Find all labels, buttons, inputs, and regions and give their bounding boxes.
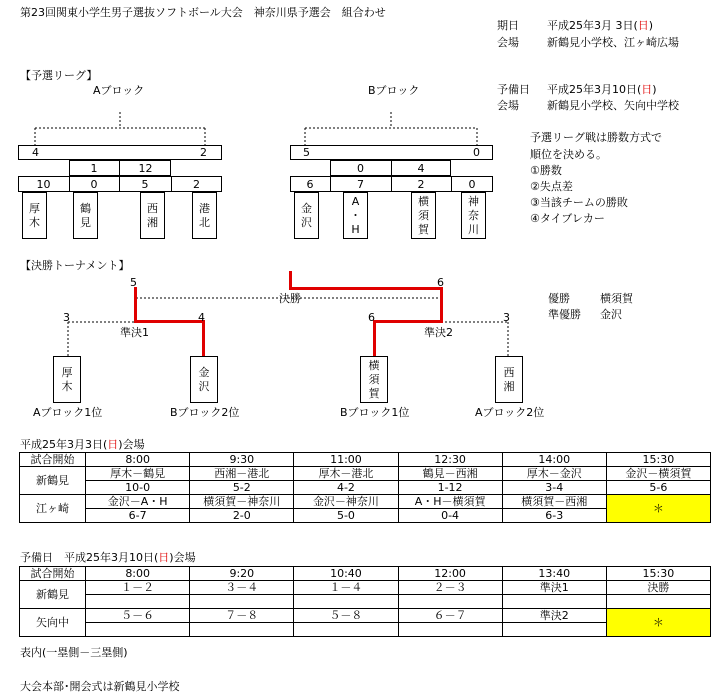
venue-label: 会場 <box>497 36 519 49</box>
score-cell: 0-4 <box>398 509 502 523</box>
winner-path <box>373 320 443 323</box>
block-b-score: 7 <box>357 178 364 191</box>
table-row <box>20 567 711 581</box>
reserve-venue-label: 会場 <box>497 99 519 112</box>
block-a-title: Aブロック <box>93 84 145 97</box>
winner-path <box>289 287 443 290</box>
time-cell: 9:30 <box>190 453 294 467</box>
block-a-score: 10 <box>36 178 51 191</box>
runner-up-value: 金沢 <box>600 308 622 321</box>
game-cell: 西湘－港北 <box>190 467 294 481</box>
time-cell: 8:00 <box>86 453 190 467</box>
block-b-score: 2 <box>417 178 425 191</box>
reserve-venue-value: 新鶴見小学校、矢向中学校 <box>547 99 679 112</box>
semi1-right-score: 4 <box>198 311 205 324</box>
game-cell: ６－７ <box>398 609 502 623</box>
page-title: 第23回関東小学生男子選抜ソフトボール大会 神奈川県予選会 組合わせ <box>20 6 386 19</box>
game-cell: ５－６ <box>86 609 190 623</box>
seed-label: Bブロック1位 <box>340 406 410 419</box>
team-box: 金 沢 <box>294 192 319 239</box>
score-cell: 5-6 <box>606 481 710 495</box>
game-cell: ７－８ <box>190 609 294 623</box>
hq-note: 大会本部･開会式は新鶴見小学校 <box>20 680 180 693</box>
date-value: 平成25年3月 3日(日) <box>547 19 654 32</box>
venue-cell: 新鶴見 <box>20 467 86 495</box>
block-b-top-left-score: 5 <box>303 146 310 159</box>
tournament-team-box: 厚 木 <box>53 356 81 403</box>
score-cell: 6-7 <box>86 509 190 523</box>
table-row <box>20 453 711 467</box>
team-box: A ・ H <box>343 192 368 239</box>
seed-label: Aブロック2位 <box>475 406 545 419</box>
block-b-mid-score: 4 <box>417 162 425 175</box>
table-row <box>20 595 711 609</box>
schedule2-caption: 予備日 平成25年3月10日(日)会場 <box>20 551 196 564</box>
rule-line: ③当該チームの勝敗 <box>530 196 628 209</box>
table-row <box>20 495 711 509</box>
schedule2-table <box>19 566 711 637</box>
team-box: 鶴 見 <box>73 192 98 239</box>
semi2-left-score: 6 <box>368 311 375 324</box>
tournament-team-box: 西 湘 <box>495 356 523 403</box>
venue-value: 新鶴見小学校、江ヶ崎広場 <box>547 36 679 49</box>
time-cell: 15:30 <box>606 567 710 581</box>
table-row <box>20 581 711 595</box>
venue-cell: 矢向中 <box>20 609 86 637</box>
game-cell: 厚木－鶴見 <box>86 467 190 481</box>
block-a-top-right-score: 2 <box>200 146 207 159</box>
game-cell: 準決1 <box>502 581 606 595</box>
winner-path <box>373 320 376 356</box>
semi1-label: 準決1 <box>120 326 149 339</box>
score-cell: 10-0 <box>86 481 190 495</box>
table-note: 表内(一塁側－三塁側) <box>20 646 128 659</box>
time-cell: 13:40 <box>502 567 606 581</box>
venue-cell: 新鶴見 <box>20 581 86 609</box>
game-cell: 横須賀－西湘 <box>502 495 606 509</box>
time-cell: 8:00 <box>86 567 190 581</box>
winner-path <box>202 320 205 356</box>
block-b-score: 6 <box>306 178 314 191</box>
table-row <box>20 467 711 481</box>
block-a-score: 2 <box>193 178 200 191</box>
game-cell: 金沢－神奈川 <box>294 495 398 509</box>
score-cell: 2-0 <box>190 509 294 523</box>
schedule1-table <box>19 452 711 523</box>
score-cell: 5-2 <box>190 481 294 495</box>
score-cell: 5-0 <box>294 509 398 523</box>
reserved-slot: ＊ <box>606 495 710 523</box>
time-cell: 14:00 <box>502 453 606 467</box>
block-b-top-right-score: 0 <box>473 146 480 159</box>
score-cell: 1-12 <box>398 481 502 495</box>
final-left-score: 5 <box>130 276 137 289</box>
game-cell: 鶴見－西湘 <box>398 467 502 481</box>
game-cell: 厚木－港北 <box>294 467 398 481</box>
team-box: 西 湘 <box>140 192 165 239</box>
runner-up-label: 準優勝 <box>548 308 581 321</box>
block-a-score: 5 <box>141 178 149 191</box>
tournament-team-box: 横 須 賀 <box>360 356 388 403</box>
time-cell: 15:30 <box>606 453 710 467</box>
seed-label: Aブロック1位 <box>33 406 103 419</box>
semi2-label: 準決2 <box>424 326 453 339</box>
game-cell: A・H－横須賀 <box>398 495 502 509</box>
winner-path <box>134 287 137 323</box>
time-cell: 9:20 <box>190 567 294 581</box>
block-b-score: 0 <box>468 178 476 191</box>
team-box: 港 北 <box>192 192 217 239</box>
semi2-right-score: 3 <box>503 311 510 324</box>
game-cell: 決勝 <box>606 581 710 595</box>
schedule1-caption: 平成25年3月3日(日)会場 <box>20 438 145 451</box>
rule-line: ①勝数 <box>530 164 562 177</box>
league-heading: 【予選リーグ】 <box>20 69 98 82</box>
block-a-mid-score: 1 <box>90 162 98 175</box>
game-cell: 厚木－金沢 <box>502 467 606 481</box>
game-cell: 金沢－横須賀 <box>606 467 710 481</box>
winner-path <box>134 320 205 323</box>
rule-line: ②失点差 <box>530 180 573 193</box>
tournament-heading: 【決勝トーナメント】 <box>20 259 130 272</box>
game-cell: ５－８ <box>294 609 398 623</box>
start-label: 試合開始 <box>20 453 86 467</box>
game-cell: ２－３ <box>398 581 502 595</box>
table-row <box>20 609 711 623</box>
final-right-score: 6 <box>437 276 444 289</box>
seed-label: Bブロック2位 <box>170 406 240 419</box>
time-cell: 11:00 <box>294 453 398 467</box>
game-cell: １－４ <box>294 581 398 595</box>
score-cell: 3-4 <box>502 481 606 495</box>
reserve-date-label: 予備日 <box>497 83 530 96</box>
winner-path <box>440 287 443 323</box>
score-cell: 4-2 <box>294 481 398 495</box>
reserve-date-value: 平成25年3月10日(日) <box>547 83 657 96</box>
block-b-title: Bブロック <box>368 84 420 97</box>
game-cell: 横須賀－神奈川 <box>190 495 294 509</box>
start-label: 試合開始 <box>20 567 86 581</box>
date-label: 期日 <box>497 19 519 32</box>
score-cell: 6-3 <box>502 509 606 523</box>
block-a-score: 0 <box>90 178 98 191</box>
tournament-team-box: 金 沢 <box>190 356 218 403</box>
champion-value: 横須賀 <box>600 292 633 305</box>
game-cell: 準決2 <box>502 609 606 623</box>
team-box: 神 奈 川 <box>461 192 486 239</box>
time-cell: 10:40 <box>294 567 398 581</box>
venue-cell: 江ヶ崎 <box>20 495 86 523</box>
final-label: 決勝 <box>279 292 301 305</box>
time-cell: 12:30 <box>398 453 502 467</box>
block-a-top-row <box>18 145 222 160</box>
rule-line: 予選リーグ戦は勝数方式で <box>530 131 662 144</box>
semi1-left-score: 3 <box>63 311 70 324</box>
game-cell: ３－４ <box>190 581 294 595</box>
reserved-slot: ＊ <box>606 609 710 637</box>
champion-label: 優勝 <box>548 292 570 305</box>
table-row <box>20 481 711 495</box>
block-b-mid-score: 0 <box>357 162 364 175</box>
block-a-mid-score: 12 <box>138 162 153 175</box>
rule-line: ④タイブレカー <box>530 212 605 225</box>
team-box: 厚 木 <box>22 192 47 239</box>
game-cell: 金沢－A・H <box>86 495 190 509</box>
game-cell: １－２ <box>86 581 190 595</box>
time-cell: 12:00 <box>398 567 502 581</box>
rule-line: 順位を決める。 <box>530 148 607 161</box>
team-box: 横 須 賀 <box>411 192 436 239</box>
block-a-top-left-score: 4 <box>32 146 39 159</box>
block-b-top-row <box>290 145 493 160</box>
